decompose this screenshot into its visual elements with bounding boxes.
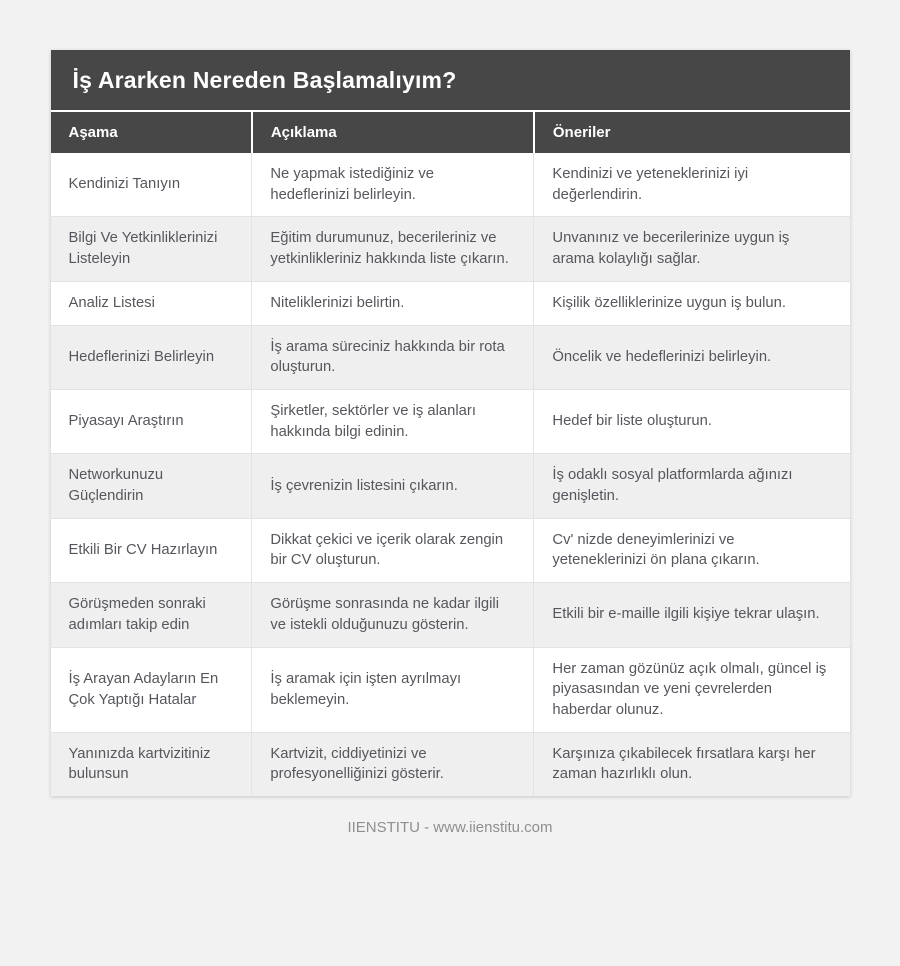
table-row — [51, 153, 850, 217]
cell-asama: İş Arayan Adayların En Çok Yaptığı Hatalar — [68, 670, 219, 708]
cell-aciklama: Niteliklerinizi belirtin. — [252, 281, 534, 325]
cell-asama: Görüşmeden sonraki adımları takip edin — [68, 596, 206, 633]
cell-aciklama: Kartvizit, ciddiyetinizi ve profesyonelliğinizi gösterir. — [252, 732, 534, 796]
cell-asama: Analiz Listesi — [68, 294, 155, 311]
cell-aciklama: Eğitim durumunuz, becerileriniz ve yetkinlikleriniz hakkında liste çıkarın. — [252, 217, 534, 281]
job-search-table — [51, 112, 850, 796]
table-header-row — [51, 112, 850, 153]
job-search-table-card — [51, 50, 850, 796]
table-row — [51, 583, 850, 647]
cell-oneriler: Kişilik özelliklerinize uygun iş bulun. — [534, 281, 850, 325]
cell-oneriler: Cv' nizde deneyimlerinizi ve yeteneklerinizi ön plana çıkarın. — [534, 518, 850, 582]
table-row — [51, 325, 850, 389]
cell-asama: Kendinizi Tanıyın — [68, 176, 181, 193]
cell-oneriler: Her zaman gözünüz açık olmalı, güncel iş piyasasından ve yeni çevrelerden haberdar olunuz. — [534, 647, 850, 732]
cell-oneriler: Hedef bir liste oluşturun. — [534, 389, 850, 453]
cell-oneriler: Kendinizi ve yeteneklerinizi iyi değerlendirin. — [534, 153, 850, 217]
cell-aciklama: Şirketler, sektörler ve iş alanları hakkında bilgi edinin. — [252, 389, 534, 453]
table-row — [51, 454, 850, 518]
cell-oneriler: Etkili bir e-maille ilgili kişiye tekrar ulaşın. — [534, 583, 850, 647]
column-header-aciklama: Açıklama — [252, 112, 534, 153]
table-row — [51, 389, 850, 453]
column-header-oneriler: Öneriler — [534, 112, 850, 153]
cell-aciklama: Dikkat çekici ve içerik olarak zengin bir CV oluşturun. — [252, 518, 534, 582]
table-row — [51, 518, 850, 582]
column-header-asama: Aşama — [51, 112, 252, 153]
cell-asama: Piyasayı Araştırın — [68, 413, 184, 430]
table-row — [51, 217, 850, 281]
cell-oneriler: Karşınıza çıkabilecek fırsatlara karşı her zaman hazırlıklı olun. — [534, 732, 850, 796]
cell-aciklama: İş çevrenizin listesini çıkarın. — [252, 454, 534, 518]
table-row — [51, 281, 850, 325]
cell-asama: Etkili Bir CV Hazırlayın — [68, 542, 218, 559]
cell-aciklama: İş arama süreciniz hakkında bir rota oluşturun. — [252, 325, 534, 389]
cell-asama: Bilgi Ve Yetkinliklerinizi Listeleyin — [68, 230, 218, 268]
cell-aciklama: İş aramak için işten ayrılmayı beklemeyin. — [252, 647, 534, 732]
page-title: İş Ararken Nereden Başlamalıyım? — [51, 50, 850, 112]
cell-asama: Networkunuzu Güçlendirin — [68, 467, 164, 505]
cell-oneriler: Öncelik ve hedeflerinizi belirleyin. — [534, 325, 850, 389]
cell-asama: Yanınızda kartvizitiniz bulunsun — [68, 745, 211, 783]
cell-aciklama: Görüşme sonrasında ne kadar ilgili ve istekli olduğunuzu gösterin. — [252, 583, 534, 647]
footer-credit: IIENSTITU - www.iienstitu.com — [347, 819, 553, 837]
table-body — [51, 153, 850, 796]
cell-oneriler: Unvanınız ve becerilerinize uygun iş arama kolaylığı sağlar. — [534, 217, 850, 281]
cell-aciklama: Ne yapmak istediğiniz ve hedeflerinizi belirleyin. — [252, 153, 534, 217]
table-row — [51, 732, 850, 796]
cell-asama: Hedeflerinizi Belirleyin — [68, 348, 215, 365]
table-row — [51, 647, 850, 732]
cell-oneriler: İş odaklı sosyal platformlarda ağınızı genişletin. — [534, 454, 850, 518]
